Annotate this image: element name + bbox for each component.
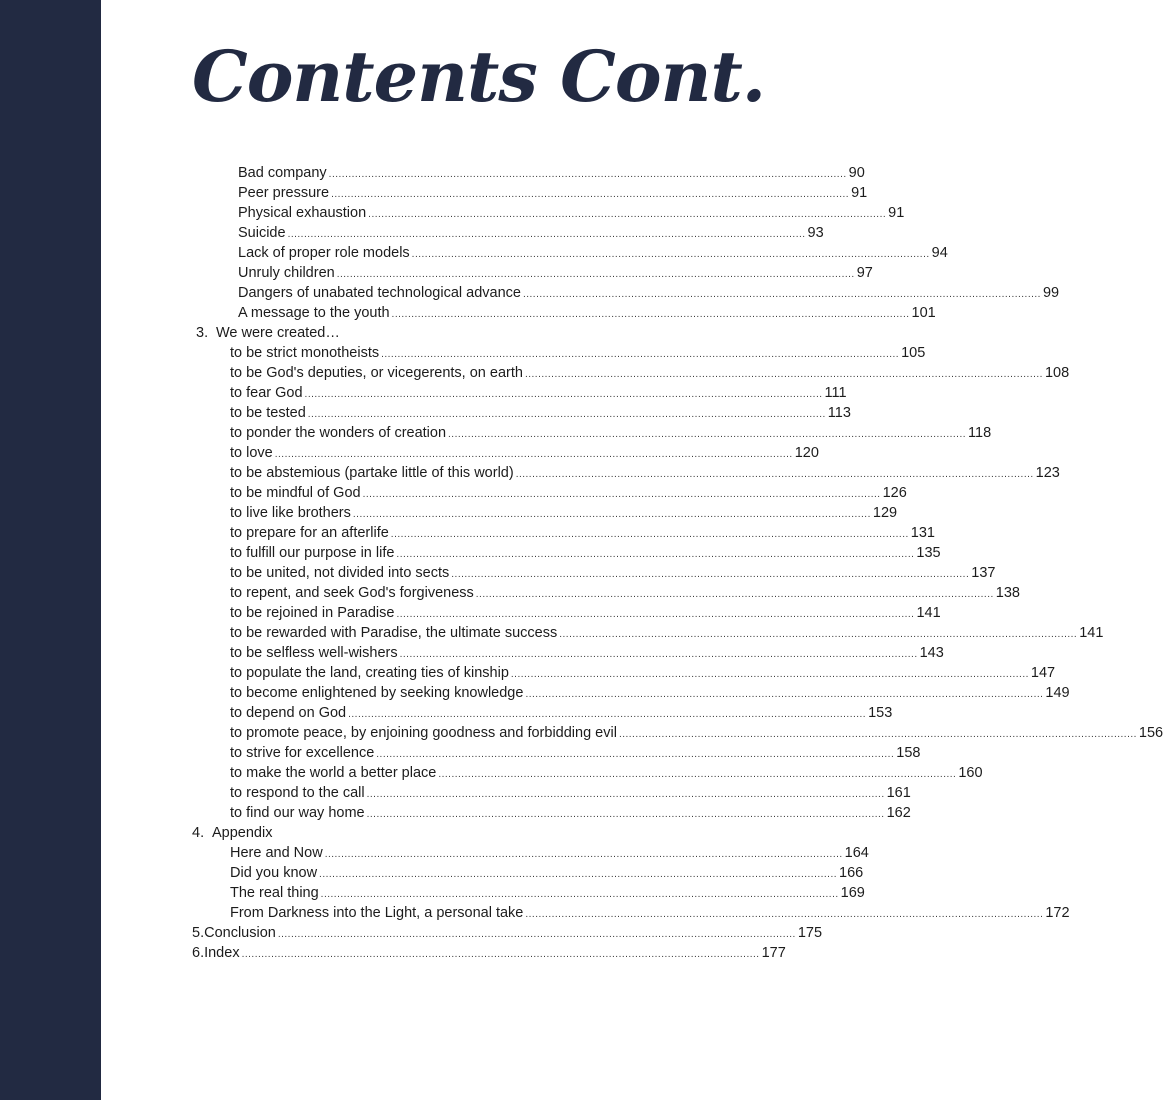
- toc-entry: Peer pressure .............................................................................................................................................................. 91: [238, 185, 868, 201]
- page-number: 147: [1030, 665, 1056, 681]
- page-number: 160: [958, 765, 983, 781]
- page-number: 118: [968, 425, 992, 441]
- toc-entry: A message to the youth .............................................................................................................................................................. 101: [238, 305, 936, 321]
- toc-entry: The real thing .............................................................................................................................................................. 169: [230, 885, 865, 901]
- page-number: 141: [916, 605, 941, 621]
- page-number: 126: [882, 485, 907, 501]
- toc-entry: to strive for excellence .............................................................................................................................................................. 158: [230, 745, 921, 761]
- toc-entry: From Darkness into the Light, a personal take .............................................................................................................................................................. 172: [230, 905, 1070, 921]
- page-number: 120: [794, 445, 819, 461]
- toc-entry: Dangers of unabated technological advance .............................................................................................................................................................. 99: [238, 285, 1060, 301]
- toc-entry: to love .............................................................................................................................................................. 120: [230, 445, 819, 461]
- page-number: 137: [971, 565, 996, 581]
- section-label: Appendix: [212, 825, 273, 841]
- page-number: 135: [916, 545, 941, 561]
- page-number: 162: [886, 805, 911, 821]
- page-number: 93: [807, 225, 824, 241]
- toc-entry: to ponder the wonders of creation .............................................................................................................................................................. 118: [230, 425, 992, 441]
- page-number: 172: [1045, 905, 1070, 921]
- page-number: 101: [911, 305, 936, 321]
- toc-entry: Bad company .............................................................................................................................................................. 90: [238, 165, 865, 181]
- page-number: 149: [1045, 685, 1070, 701]
- page-number: 90: [848, 165, 865, 181]
- sidebar-band: [0, 0, 101, 1100]
- page-number: 164: [844, 845, 869, 861]
- toc-entry-conclusion: 5. Conclusion .............................................................................................................................................................. 175: [192, 925, 823, 941]
- toc-entry: Unruly children .............................................................................................................................................................. 97: [238, 265, 873, 281]
- toc-entry: Lack of proper role models .............................................................................................................................................................. 94: [238, 245, 948, 261]
- toc-entry: to promote peace, by enjoining goodness and forbidding evil .............................................................................................................................................................. 156: [230, 725, 1163, 741]
- toc-entry: to be God's deputies, or vicegerents, on earth .............................................................................................................................................................. 108: [230, 365, 1070, 381]
- section-number: 3.: [196, 325, 209, 341]
- toc-entry: Physical exhaustion .............................................................................................................................................................. 91: [238, 205, 905, 221]
- toc-entry: to find our way home .............................................................................................................................................................. 162: [230, 805, 911, 821]
- page-number: 123: [1035, 465, 1060, 481]
- page-number: 131: [910, 525, 935, 541]
- toc-entry: Suicide .............................................................................................................................................................. 93: [238, 225, 824, 241]
- section-number: 6.: [192, 945, 205, 961]
- page-number: 99: [1042, 285, 1060, 301]
- section-heading: [192, 823, 272, 843]
- page-number: 141: [1079, 625, 1104, 641]
- page-number: 91: [888, 205, 905, 221]
- page-number: 177: [761, 945, 786, 961]
- toc-entry: to depend on God .............................................................................................................................................................. 153: [230, 705, 893, 721]
- section-number: 5.: [192, 925, 205, 941]
- toc-entry: to be mindful of God .............................................................................................................................................................. 126: [230, 485, 907, 501]
- page-number: 169: [840, 885, 865, 901]
- toc-entry: Here and Now .............................................................................................................................................................. 164: [230, 845, 869, 861]
- toc-entry: to be strict monotheists .............................................................................................................................................................. 105: [230, 345, 926, 361]
- toc-entry: to populate the land, creating ties of kinship .............................................................................................................................................................. 147: [230, 665, 1056, 681]
- toc-entry: Did you know .............................................................................................................................................................. 166: [230, 865, 864, 881]
- page-number: 156: [1138, 725, 1163, 741]
- page-number: 97: [856, 265, 873, 281]
- page-number: 166: [839, 865, 864, 881]
- page-number: 111: [824, 385, 847, 401]
- page-number: 108: [1044, 365, 1070, 381]
- page-number: 175: [797, 925, 823, 941]
- toc-entry: to be selfless well-wishers .............................................................................................................................................................. 143: [230, 645, 944, 661]
- toc-entry: to fulfill our purpose in life .............................................................................................................................................................. 135: [230, 545, 941, 561]
- page-number: 113: [827, 405, 851, 421]
- section-number: 4.: [192, 825, 205, 841]
- toc-entry: to be rejoined in Paradise .............................................................................................................................................................. 141: [230, 605, 941, 621]
- page-number: 94: [931, 245, 948, 261]
- page-number: 153: [868, 705, 893, 721]
- toc-entry: to make the world a better place .............................................................................................................................................................. 160: [230, 765, 983, 781]
- toc-entry: to prepare for an afterlife .............................................................................................................................................................. 131: [230, 525, 935, 541]
- toc-entry: to be united, not divided into sects .............................................................................................................................................................. 137: [230, 565, 996, 581]
- page-number: 105: [901, 345, 926, 361]
- page-title: Contents Cont.: [192, 35, 766, 118]
- section-heading: [196, 323, 340, 343]
- toc-entry: to live like brothers .............................................................................................................................................................. 129: [230, 505, 898, 521]
- page-number: 129: [872, 505, 898, 521]
- section-label: We were created…: [216, 325, 340, 341]
- page-number: 158: [896, 745, 921, 761]
- toc-entry: to fear God .............................................................................................................................................................. 111: [230, 385, 847, 401]
- page-number: 91: [851, 185, 868, 201]
- toc-entry: to be rewarded with Paradise, the ultimate success .............................................................................................................................................................. 141: [230, 625, 1104, 641]
- page-number: 143: [919, 645, 944, 661]
- page-number: 138: [995, 585, 1020, 601]
- toc-entry: to respond to the call .............................................................................................................................................................. 161: [230, 785, 911, 801]
- toc-entry: to become enlightened by seeking knowledge .............................................................................................................................................................. 149: [230, 685, 1070, 701]
- toc-entry: to be tested .............................................................................................................................................................. 113: [230, 405, 851, 421]
- toc-entry: to repent, and seek God's forgiveness .............................................................................................................................................................. 138: [230, 585, 1020, 601]
- page-number: 161: [886, 785, 911, 801]
- toc-entry: to be abstemious (partake little of this world) .............................................................................................................................................................. 123: [230, 465, 1060, 481]
- toc-entry-index: 6. Index .............................................................................................................................................................. 177: [192, 945, 786, 961]
